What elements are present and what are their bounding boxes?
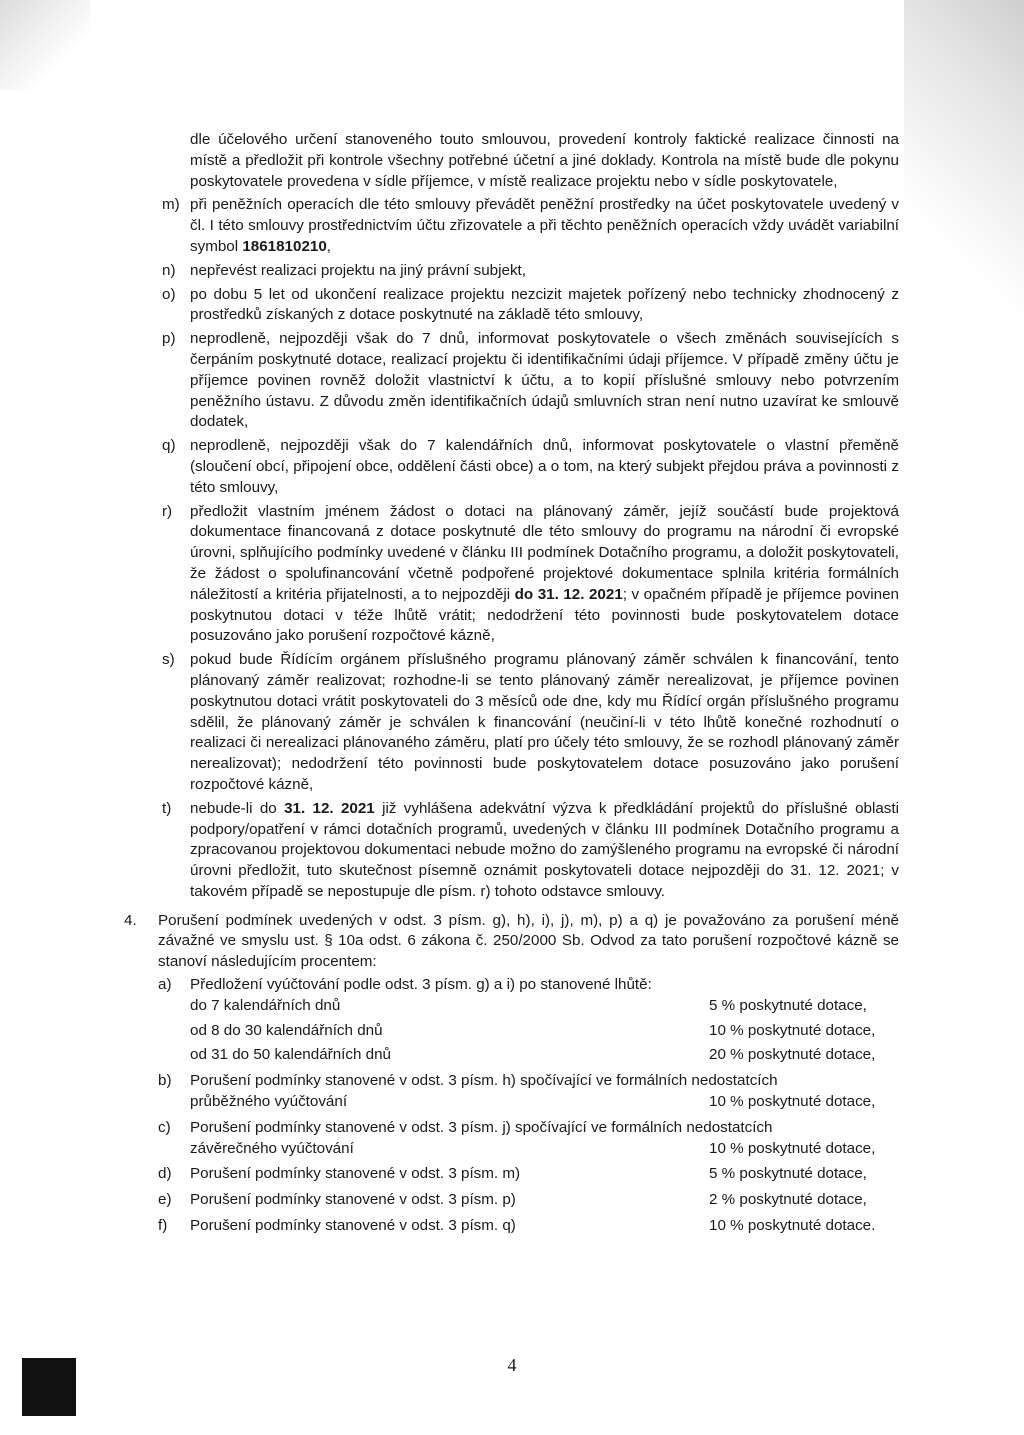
percentage: 5 % poskytnuté dotace, [709,996,867,1014]
percentage: 10 % poskytnuté dotace, [709,1093,876,1111]
sub-text: Porušení podmínky stanovené v odst. 3 písm. m) [190,1165,521,1183]
sub-text: Porušení podmínky stanovené v odst. 3 písm. j) spočívající ve formálních nedostatcích [190,1118,773,1136]
sub-label: d) [158,1165,172,1183]
list-item [124,799,899,903]
item-label: t) [162,799,172,817]
percentage: 2 % poskytnuté dotace, [709,1191,867,1209]
item-text: neprodleně, nejpozději však do 7 dnů, informovat poskytovatele o všech změnách souvisejících s čerpáním poskytnuté dotace, realizací projektu či identifikačními údaji příjemce. V případě změny účtu je příjemce povinen rovněž doložit vlastnictví k účtu, a to kopií příslušné smlouvy nebo potvrzením peněžního ústavu. Z důvodu změn identifikačních údajů smluvních stran není nutno uzavírat ke smlouvě dodatek, [190,330,899,431]
page-number: 4 [507,1355,517,1375]
period: do 7 kalendářních dnů [190,996,341,1014]
item-text: při peněžních operacích dle této smlouvy převádět peněžní prostředky na účet poskytovatele uvedený v čl. I této smlouvy prostřednictvím účtu zřizovatele a při těchto peněžních operacích vždy uvádět variabilní symbol 1861810210, [190,196,899,255]
list-item [124,285,899,327]
sub-text-cont: průběžného vyúčtování [190,1093,348,1111]
percentage: 5 % poskytnuté dotace, [709,1165,867,1183]
list-item [124,650,899,796]
sub-text-cont: závěrečného vyúčtování [190,1139,354,1157]
continuation-paragraph: dle účelového určení stanoveného touto smlouvou, provedení kontroly faktické realizace činnosti na místě a předložit při kontrole všechny potřebné účetní a jiné doklady. Kontrola na místě bude dle pokynu poskytovatele provedena v sídle příjemce, v místě realizace projektu nebo v sídle poskytovatele, [190,131,899,190]
section-4 [124,911,899,1237]
scan-shadow [0,0,90,90]
penalty-row [190,1021,899,1042]
sub-label: b) [158,1072,172,1090]
list-item [124,261,899,282]
sub-label: c) [158,1118,171,1136]
percentage: 10 % poskytnuté dotace, [709,1021,876,1039]
sub-item-d [158,1164,899,1185]
list-item [124,502,899,648]
scan-marker [22,1358,76,1416]
percentage: 10 % poskytnuté dotace. [709,1217,876,1235]
penalty-row [190,996,899,1017]
percentage: 20 % poskytnuté dotace, [709,1046,876,1064]
item-text: předložit vlastním jménem žádost o dotaci na plánovaný záměr, jejíž součástí bude projektová dokumentace financovaná z dotace poskytnuté dle této smlouvy do programu na národní či evropské úrovni, splňujícího podmínky uvedené v článku III podmínek Dotačního programu, a doložit poskytovateli, že žádost o spolufinancování včetně podpořené projektové dokumentace splnila kritéria formálních náležitostí a kritéria přijatelnosti, a to nejpozději do 31. 12. 2021; v opačném případě je příjemce povinen poskytnutou dotaci v téže lhůtě vrátit; nedodržení této povinnosti bude poskytovatelem dotace posuzováno jako porušení rozpočtové kázně, [190,502,899,645]
sub-item-f [158,1216,899,1237]
section-number: 4. [124,911,137,929]
item-text: po dobu 5 let od ukončení realizace projektu nezcizit majetek pořízený nebo technicky zhodnocený z prostředků získaných z dotace poskytnuté na základě této smlouvy, [190,285,899,324]
list-item [124,436,899,498]
item-label: r) [162,502,173,520]
obligations-list [124,195,899,902]
sub-item-b [158,1071,899,1113]
percentage: 10 % poskytnuté dotace, [709,1139,876,1157]
item-text: neprodleně, nejpozději však do 7 kalendářních dnů, informovat poskytovatele o vlastní přeměně (sloučení obcí, připojení obce, oddělení části obce) a o tom, na který subjekt přejdou práva a povinnosti z této smlouvy, [190,437,899,496]
sub-text: Porušení podmínky stanovené v odst. 3 písm. h) spočívající ve formálních nedostatcích [190,1072,778,1090]
sub-text: Porušení podmínky stanovené v odst. 3 písm. p) [190,1191,516,1209]
item-label: n) [162,261,176,279]
sub-text: Porušení podmínky stanovené v odst. 3 písm. q) [190,1217,516,1235]
document-body [124,130,899,1237]
sub-item-e [158,1190,899,1211]
item-label: q) [162,437,176,455]
sub-item-a [158,975,899,996]
item-label: o) [162,285,176,303]
sub-label: e) [158,1191,172,1209]
item-text: nebude-li do 31. 12. 2021 již vyhlášena adekvátní výzva k předkládání projektů do příslušné oblasti podpory/opatření v rámci dotačních programů, uvedených v článku III podmínek Dotačního programu a zpracovanou projektovou dokumentaci nebude možno do zamýšleného programu na evropské či národní úrovni předložit, tuto skutečnost písemně oznámit poskytovateli dotace nejpozději do 31. 12. 2021; v takovém případě se nepostupuje dle písm. r) tohoto odstavce smlouvy. [190,799,899,900]
item-text: pokud bude Řídícím orgánem příslušného programu plánovaný záměr schválen k financování, tento plánovaný záměr realizovat; rozhodne-li se tento plánovaný záměr nerealizovat, je příjemce povinen poskytnutou dotaci vrátit poskytovateli do 3 měsíců ode dne, kdy mu Řídící orgán příslušného programu sdělil, že plánovaný záměr je schválen k financování (neučiní-li v této lhůtě konečné rozhodnutí o realizaci či nerealizaci plánovaného záměru, platí pro účely této smlouvy, že se rozhodl plánovaný záměr nerealizovat); nedodržení této povinnosti bude poskytovatelem dotace posuzováno jako porušení rozpočtové kázně, [190,651,899,793]
sub-label: a) [158,976,172,994]
item-label: m) [162,196,180,214]
penalty-table [158,996,899,1066]
list-item [124,195,899,257]
item-label: p) [162,330,176,348]
sub-text: Předložení vyúčtování podle odst. 3 písm. g) a i) po stanovené lhůtě: [190,976,652,994]
list-item [124,329,899,433]
period: od 8 do 30 kalendářních dnů [190,1021,383,1039]
sub-label: f) [158,1217,168,1235]
period: od 31 do 50 kalendářních dnů [190,1046,391,1064]
sub-item-c [158,1118,899,1160]
section-text: Porušení podmínek uvedených v odst. 3 písm. g), h), i), j), m), p) a q) je považováno za porušení méně závažné ve smyslu ust. § 10a odst. 6 zákona č. 250/2000 Sb. Odvod za tato porušení rozpočtové kázně se stanoví následujícím procentem: [158,911,899,971]
penalty-row [190,1045,899,1066]
scan-shadow [904,0,1024,420]
item-label: s) [162,651,175,669]
item-text: nepřevést realizaci projektu na jiný právní subjekt, [190,261,526,279]
